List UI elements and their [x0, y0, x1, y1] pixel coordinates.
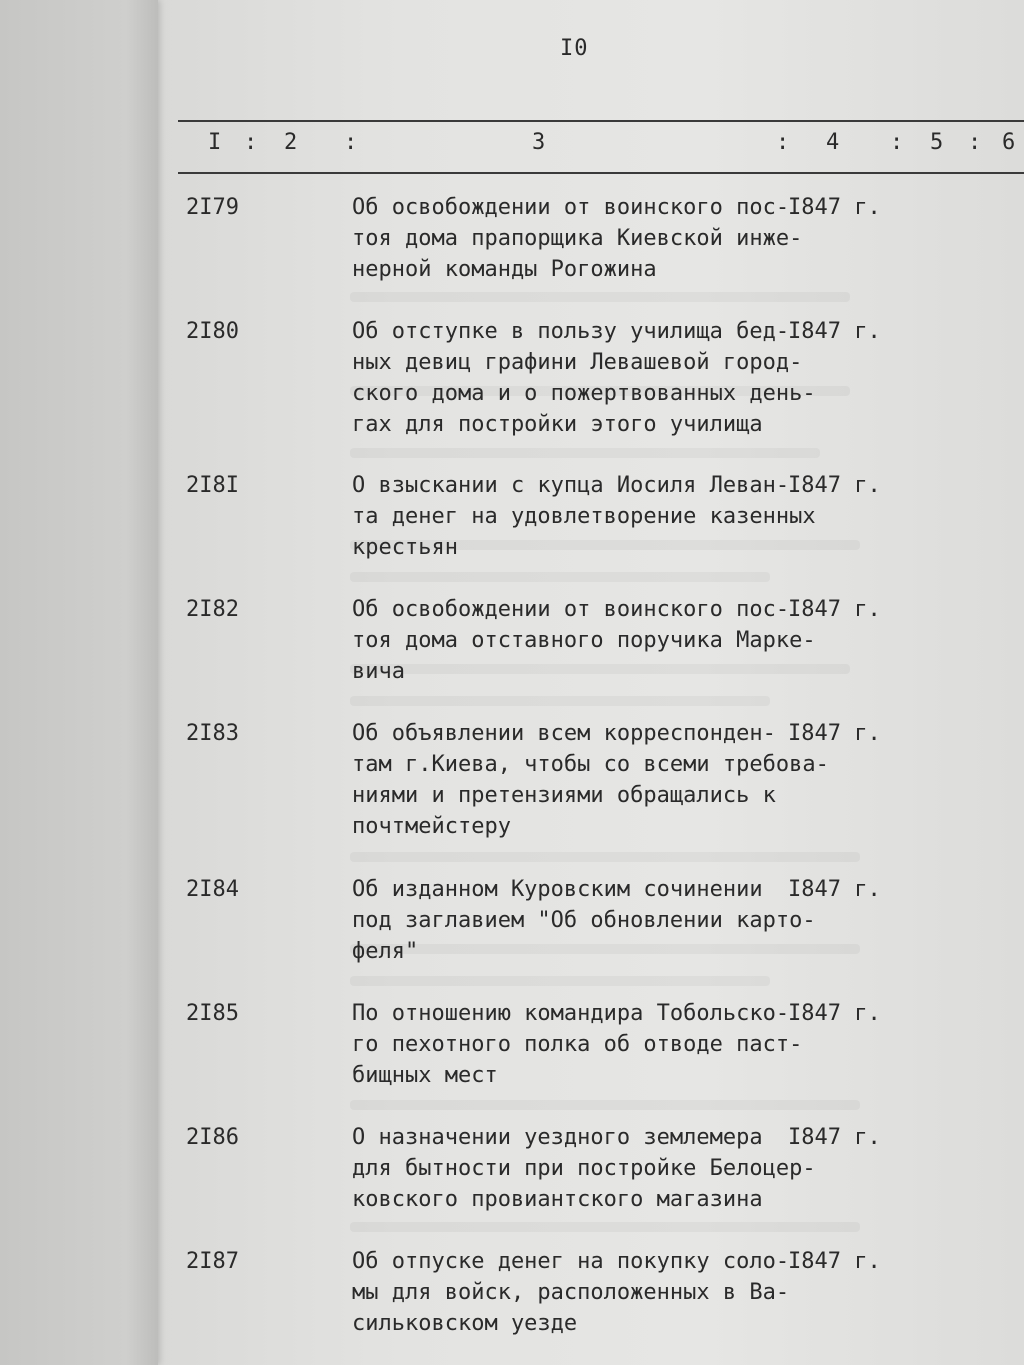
entry-description	[352, 1246, 790, 1339]
entry-description-line: ниями и претензиями обращались к	[352, 783, 776, 808]
entry-year: I847 г.	[788, 319, 881, 344]
entry-description	[352, 594, 816, 687]
entry-description-line: Об отпуске денег на покупку соло-	[352, 1249, 790, 1274]
entry-description-line: нерной команды Рогожина	[352, 257, 657, 282]
entry-description-line: По отношению командира Тобольско-	[352, 1001, 790, 1026]
entry-year: I847 г.	[788, 1001, 881, 1026]
header-top-rule	[178, 120, 1024, 122]
header-bottom-rule	[178, 172, 1024, 174]
entry-description	[352, 192, 803, 285]
entry-description-line: под заглавием "Об обновлении карто-	[352, 908, 816, 933]
entry-number: 2I83	[186, 721, 239, 746]
entry-description-line: та денег на удовлетворение казенных	[352, 504, 816, 529]
entry-number: 2I82	[186, 597, 239, 622]
entry-year: I847 г.	[788, 597, 881, 622]
entry-number: 2I86	[186, 1125, 239, 1150]
entry-description-line: сильковском уезде	[352, 1311, 578, 1336]
header-col1: I	[208, 130, 222, 155]
entry-description-line: ского дома и о пожертвованных день-	[352, 381, 816, 406]
entry-description-line: крестьян	[352, 535, 458, 560]
header-sep: :	[244, 130, 258, 155]
entry-description-line: гах для постройки этого училища	[352, 412, 763, 437]
entry-description	[352, 718, 829, 842]
header-col6: 6	[1002, 130, 1016, 155]
entry-description-line: тоя дома прапорщика Киевской инже-	[352, 226, 803, 251]
entry-description-line: ных девиц графини Левашевой город-	[352, 350, 803, 375]
entry-description-line: феля"	[352, 939, 419, 964]
entry-description-line: го пехотного полка об отводе паст-	[352, 1032, 803, 1057]
entry-description-line: О назначении уездного землемера	[352, 1125, 763, 1150]
entry-description	[352, 874, 816, 967]
previous-page-edge	[0, 0, 158, 1365]
entry-description-line: тоя дома отставного поручика Марке-	[352, 628, 816, 653]
entry-year: I847 г.	[788, 1125, 881, 1150]
entry-description-line: вича	[352, 659, 405, 684]
entry-number: 2I85	[186, 1001, 239, 1026]
entry-description-line: ковского провиантского магазина	[352, 1187, 763, 1212]
header-sep: :	[344, 130, 358, 155]
header-col3: 3	[532, 130, 546, 155]
entry-number: 2I8I	[186, 473, 239, 498]
entry-description-line: почтмейстеру	[352, 814, 511, 839]
entry-description-line: бищных мест	[352, 1063, 498, 1088]
header-col5: 5	[930, 130, 944, 155]
entry-description	[352, 1122, 816, 1215]
entry-description	[352, 998, 803, 1091]
entry-description-line: для бытности при постройке Белоцер-	[352, 1156, 816, 1181]
entry-number: 2I80	[186, 319, 239, 344]
entry-description-line: Об освобождении от воинского пос-	[352, 597, 790, 622]
header-col2: 2	[284, 130, 298, 155]
entry-description-line: Об освобождении от воинского пос-	[352, 195, 790, 220]
entry-year: I847 г.	[788, 195, 881, 220]
entry-year: I847 г.	[788, 473, 881, 498]
entry-description-line: О взыскании с купца Иосиля Леван-	[352, 473, 790, 498]
header-sep: :	[776, 130, 790, 155]
header-sep: :	[968, 130, 982, 155]
header-col4: 4	[826, 130, 840, 155]
entry-description-line: Об отступке в пользу училища бед-	[352, 319, 790, 344]
entry-description-line: Об изданном Куровским сочинении	[352, 877, 763, 902]
entry-year: I847 г.	[788, 1249, 881, 1274]
entry-year: I847 г.	[788, 721, 881, 746]
page-number: I0	[560, 36, 589, 61]
header-sep: :	[890, 130, 904, 155]
entry-number: 2I79	[186, 195, 239, 220]
entry-description	[352, 316, 816, 440]
entry-year: I847 г.	[788, 877, 881, 902]
entry-number: 2I84	[186, 877, 239, 902]
entry-description-line: мы для войск, расположенных в Ва-	[352, 1280, 790, 1305]
entry-description-line: Об объявлении всем корреспонден-	[352, 721, 776, 746]
entry-description-line: там г.Киева, чтобы со всеми требова-	[352, 752, 829, 777]
entry-number: 2I87	[186, 1249, 239, 1274]
entry-description	[352, 470, 816, 563]
